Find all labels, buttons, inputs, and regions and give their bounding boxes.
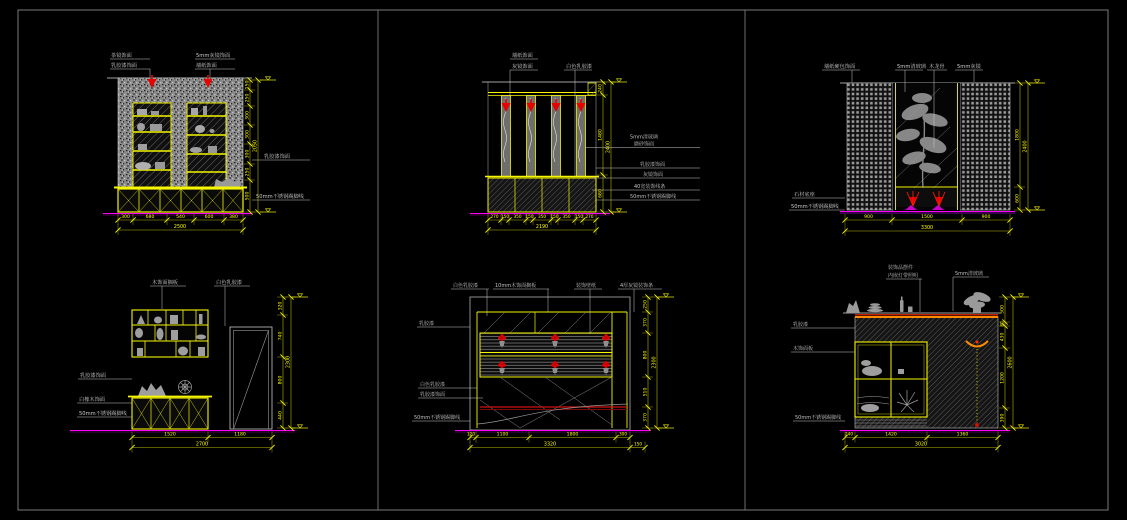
dim-text: 80 [999,321,1005,327]
dim-text: 500 [1000,305,1006,314]
ceiling-hatch-block [588,83,596,95]
dim-text: 300 [121,215,130,220]
dim-text: 680 [598,189,604,198]
dim-text: 240 [845,431,853,437]
material-label: 50mm不锈钢踢脚线 [256,194,304,200]
panel-3-glass-plant-elevation [789,62,1045,236]
level-mark-icon [260,209,276,212]
dim-text: 1520 [164,432,176,438]
dim-text: 270 [585,214,594,219]
dim-text: 150 [575,214,583,219]
dim-text: 300 [245,111,251,120]
p2-right-dim-chain [597,79,627,215]
level-mark-icon [1029,80,1045,83]
material-label: 灰镜饰面 [512,64,533,70]
panel-1-bookshelf-elevation [103,51,310,235]
dim-text: 350 [538,214,546,219]
dim-text: 150 [550,214,559,219]
door [230,327,272,429]
p4-right-dim-chain [277,294,308,431]
dim-text: 370 [643,318,649,327]
material-label: 50mm不锈钢踢脚线 [79,411,127,417]
dim-text: 380 [229,215,238,220]
sculpture [138,383,166,396]
level-mark-icon [292,294,308,297]
dim-text: 500 [245,191,251,201]
dim-text: 240 [598,84,604,93]
level-mark-icon [260,77,276,80]
material-label: 5mm灰镜饰面 [196,53,231,59]
material-label: 白色乳胶漆 [566,64,592,70]
woven-panel-right [960,83,1010,210]
dim-text: 370 [643,413,649,422]
material-label: 墙纸饰面 [512,53,533,59]
material-label: 50mm不锈钢踢脚线 [414,415,461,421]
dim-total: 2050 [253,139,259,153]
dim-total: 3300 [920,226,934,232]
base-cabinet [485,177,599,213]
dim-text: 430 [1000,332,1006,342]
material-label: 10mm木饰面搁板 [495,283,537,289]
dim-text: 540 [176,215,185,220]
material-label: 50mm不锈钢踢脚线 [630,194,677,200]
level-mark-icon [658,425,674,428]
dim-text: 900 [864,215,873,220]
material-label: 40宽装饰线条 [634,184,666,190]
shelf-unit-left [133,103,171,187]
dim-text: 390 [1000,413,1006,423]
display-shelf [132,310,208,357]
dim-text: 740 [278,331,284,341]
flower-medallion [179,381,192,394]
dim-total: 2190 [535,225,549,231]
material-label: 白橡木饰面 [79,397,105,403]
p5-bottom-dim-chain [467,432,648,453]
dim-text: 800 [643,350,649,360]
material-label: 50mm不锈钢踢脚线 [795,415,842,421]
dim-text: 350 [562,214,571,219]
level-mark-icon [611,79,627,82]
dim-total: 2400 [1023,140,1029,153]
dim-text: 800 [278,375,284,385]
p3-bottom-dim-chain [842,214,1012,236]
material-label: 木饰面板 [793,346,814,352]
material-label: 5mm灰镜 [957,64,981,70]
dim-text: 250 [245,167,251,177]
material-label: 乳胶漆饰面 [640,162,666,168]
p5-right-dim-chain [642,294,674,431]
dim-text: 1420 [885,432,897,438]
dim-text: 680 [145,215,155,220]
level-mark-icon [611,209,627,212]
panel-6-niche-wall-elevation [791,264,1029,453]
dim-text: 1800 [566,432,579,438]
dim-text: 300 [245,149,251,159]
p1-right-labels [252,152,310,200]
dim-text: 1500 [921,215,933,220]
dim-text: 150 [245,80,251,90]
dim-text: 600 [204,215,214,220]
dim-total: 2700 [195,442,209,448]
dim-text: 150 [525,214,534,219]
dim-total: 2300 [286,355,292,369]
p1-bottom-dim-chain [115,214,245,235]
dim-text: 350 [513,214,522,219]
dim-text: 1180 [234,432,246,438]
panel-2-strip-partition-elevation [470,51,700,235]
material-label: 乳胶漆饰面 [264,154,290,160]
dim-text: 1480 [598,129,604,141]
dim-total: 2600 [1008,356,1014,369]
material-label: 50mm不锈钢踢脚线 [791,204,839,210]
material-label: 乳胶漆饰面 [111,63,137,69]
material-label: 乳胶漆饰面 [80,373,106,379]
dim-text: 1360 [956,432,969,438]
shelf-unit-right [187,103,226,187]
p4-bottom-dim-chain [129,432,274,453]
p1-top-right-label [195,51,235,77]
dim-text: 900 [981,215,991,220]
material-label: 装饰品摆件 [888,265,914,271]
level-mark-icon [1013,294,1029,297]
material-label: 4厚灰镜装饰条 [620,283,654,289]
material-label: 乳胶漆 [793,322,809,328]
base-cabinet [128,397,212,430]
material-label: 墙纸饰面 [196,63,217,69]
p2-top-label-a [510,51,538,96]
dim-text: 250 [245,93,251,103]
dim-text: 600 [1015,194,1021,203]
material-label: 5mm清玻璃 [897,64,926,70]
level-mark-icon [292,425,308,428]
p4-left-labels [77,371,132,417]
material-label: 灰镜饰面 [643,172,664,178]
display-niche [855,342,927,426]
dim-text: 1200 [1000,372,1006,384]
material-label: 木龙骨 [929,64,945,70]
dim-text: 300 [619,431,627,437]
material-label: 木饰面搁板 [152,280,178,286]
material-label: 石材底座 [794,192,815,198]
material-label: 乳胶漆饰面 [420,392,446,398]
dim-total: 3020 [914,442,928,448]
dim-text: 120 [467,431,475,437]
panel-5-slat-flower-elevation [412,282,674,453]
material-label: 内嵌灯带照明 [888,273,919,279]
material-label: 墙纸硬包饰面 [824,64,856,70]
shelf-decor-items [846,290,992,313]
material-label: 白色乳胶漆 [453,283,479,289]
dim-total: 2500 [173,225,187,231]
p6-right-dim-chain [999,294,1029,431]
material-label: 茶镜饰面 [111,53,132,59]
material-label: 白色乳胶漆 [420,382,446,388]
base-cabinet [114,188,247,213]
dim-text: 150 [634,441,642,447]
dim-text: 440 [278,411,284,420]
p6-left-labels [791,321,855,421]
dim-text: 320 [278,301,284,311]
level-mark-icon [658,294,674,297]
p6-bottom-dim-chain [842,432,1000,453]
dim-text: 1100 [496,432,509,438]
level-mark-icon [1013,425,1029,428]
planter-box [896,188,957,207]
material-label: 白色乳胶漆 [216,280,242,286]
dim-total: 3320 [543,442,557,448]
p1-top-left-label [110,51,150,77]
material-label: 磨砂饰面 [634,141,655,148]
level-mark-icon [1029,207,1045,210]
dim-text: 510 [643,387,649,397]
material-label: 乳胶漆 [419,321,435,327]
material-label: 装饰壁纸 [576,283,597,289]
p3-right-dim-chain [1014,80,1045,213]
panel-4-display-shelf-elevation [70,278,308,453]
dim-text: 150 [501,214,509,219]
dim-text: 300 [245,130,251,139]
dim-total: 2300 [652,356,658,369]
p3-left-labels [789,190,845,210]
marble-strips [502,96,586,177]
dim-text: 1800 [1015,129,1021,141]
material-label: 5mm清玻璃 [955,271,983,277]
dim-text: 250 [643,300,649,309]
dim-text: 270 [490,214,499,219]
woven-panel-left [847,83,893,210]
material-label: 5mm清玻璃 [630,134,658,141]
p2-bottom-dim-chain [485,214,598,235]
dim-total: 2400 [606,140,612,154]
